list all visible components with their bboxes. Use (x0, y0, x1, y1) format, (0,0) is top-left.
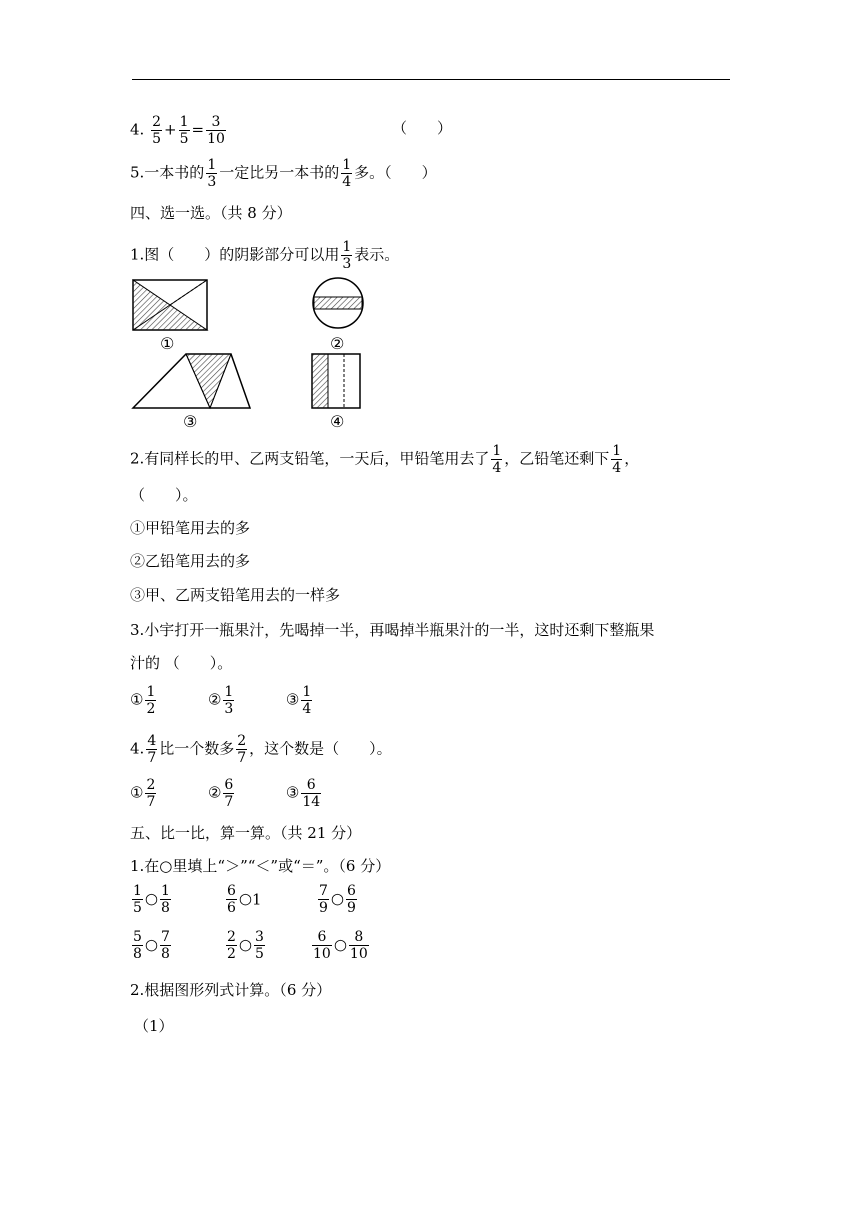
figure-1-rectangle (133, 280, 207, 330)
compare-circle: ○ (144, 889, 159, 908)
figure-2-circle (313, 278, 363, 328)
compare-item[interactable]: $\frac{1}{5}$ ○ $\frac{1}{8}$ (133, 883, 170, 916)
fraction: $\frac{2}{7}$ (237, 733, 247, 766)
fraction: $\frac{1}{4}$ (342, 157, 352, 190)
compare-item[interactable]: $\frac{6}{10}$ ○ $\frac{8}{10}$ (313, 929, 368, 962)
fraction: $\frac{1}{4}$ (492, 443, 502, 476)
judge-question-5: 5.一本书的 $\frac{1}{3}$ 一定比另一本书的 $\frac{1}{4}$ 多。（ ） (130, 157, 437, 190)
sub-question-label: （1） (134, 1017, 174, 1035)
answer-paren[interactable]: （ ） (392, 119, 453, 137)
calc-question-title: 2.根据图形列式计算。（6 分） (130, 981, 332, 999)
option-2: ②乙铅笔用去的多 (130, 552, 251, 570)
option-3: ③甲、乙两支铅笔用去的一样多 (130, 586, 341, 604)
fraction: $\frac{6}{14}$ (302, 777, 321, 810)
figure-label-1: ① (160, 334, 175, 353)
fraction: $\frac{1}{4}$ (302, 684, 312, 717)
figure-label-2: ② (330, 334, 345, 353)
fraction: $\frac{1}{3}$ (207, 157, 217, 190)
compare-item[interactable]: $\frac{2}{2}$ ○ $\frac{3}{5}$ (227, 929, 264, 962)
compare-circle: ○ (330, 889, 345, 908)
header-rule (132, 79, 730, 80)
choice-3-options: ① $\frac{1}{2}$ ② $\frac{1}{3}$ ③ $\frac{1}{4}$ (130, 684, 312, 717)
fraction: $\frac{1}{5}$ (179, 114, 189, 147)
compare-circle: ○ (238, 935, 253, 954)
fraction: $\frac{1}{2}$ (146, 684, 156, 717)
figure-label-3: ③ (183, 412, 198, 431)
figure-3-trapezoid (133, 354, 250, 408)
compare-circle: ○ (333, 935, 347, 954)
fraction: $\frac{1}{4}$ (612, 443, 622, 476)
choice-question-3-line2: 汁的 （ ）。 (130, 654, 233, 672)
compare-question-title: 1.在○里填上“＞”“＜”或“＝”。（6 分） (130, 857, 391, 875)
figure-4-rectangle (312, 354, 360, 408)
fraction: $\frac{4}{7}$ (147, 733, 157, 766)
answer-paren[interactable]: （ ）。 (130, 486, 198, 504)
shape-figures (128, 274, 368, 434)
figure-label-4: ④ (330, 412, 345, 431)
choice-question-4: 4. $\frac{4}{7}$ 比一个数多 $\frac{2}{7}$ ，这个数是（ ）。 (130, 733, 392, 766)
option-1: ①甲铅笔用去的多 (130, 519, 251, 537)
compare-circle: ○ (144, 935, 159, 954)
fraction: $\frac{3}{10}$ (207, 114, 225, 147)
choice-4-options: ① $\frac{2}{7}$ ② $\frac{6}{7}$ ③ $\frac{6}{14}$ (130, 777, 321, 810)
compare-item[interactable]: $\frac{5}{8}$ ○ $\frac{7}{8}$ (133, 929, 170, 962)
compare-circle: ○ (238, 889, 253, 908)
choice-question-3-line1: 3.小宇打开一瓶果汁，先喝掉一半，再喝掉半瓶果汁的一半，这时还剩下整瓶果 (130, 621, 655, 639)
fraction: $\frac{2}{7}$ (146, 777, 156, 810)
fraction: $\frac{1}{3}$ (224, 684, 234, 717)
section-5-title: 五、比一比，算一算。（共 21 分） (130, 824, 362, 842)
section-4-title: 四、选一选。（共 8 分） (130, 204, 292, 222)
fraction: $\frac{1}{3}$ (342, 239, 352, 272)
compare-item[interactable]: $\frac{6}{6}$ ○1 (227, 883, 262, 916)
fraction: $\frac{6}{7}$ (224, 777, 234, 810)
choice-question-1: 1.图（ ）的阴影部分可以用 $\frac{1}{3}$ 表示。 (130, 239, 400, 272)
choice-question-2: 2.有同样长的甲、乙两支铅笔，一天后，甲铅笔用去了 $\frac{1}{4}$ ，乙铅笔还剩下 $\frac{1}{4}$ ， (130, 443, 640, 476)
compare-item[interactable]: $\frac{7}{9}$ ○ $\frac{6}{9}$ (319, 883, 356, 916)
judge-question-4: 4. $\frac{2}{5}$ + $\frac{1}{5}$ = $\frac{3}{10}$ (130, 114, 225, 147)
fraction: $\frac{2}{5}$ (152, 114, 162, 147)
